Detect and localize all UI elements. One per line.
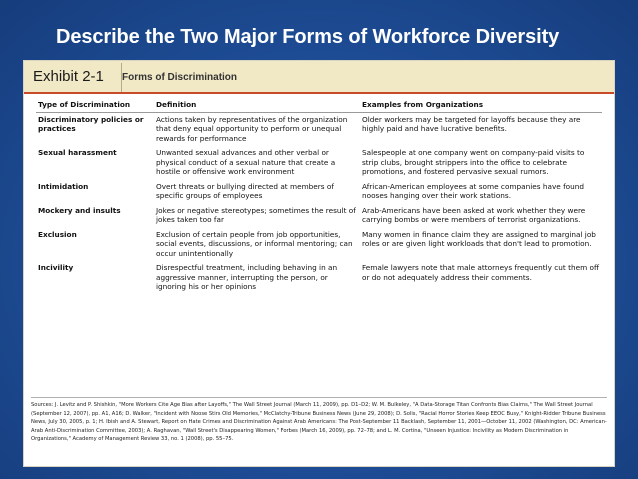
definition-cell: Exclusion of certain people from job opportunities, social events, discussions, or informal mentoring; can occur unintentionally — [156, 229, 353, 258]
exhibit-title: Forms of Discrimination — [122, 72, 238, 83]
definition-cell: Unwanted sexual advances and other verbal or physical conduct of a sexual nature that create a hostile or offensive work environment — [156, 148, 336, 176]
slide-title: Describe the Two Major Forms of Workforce Diversity — [56, 26, 560, 48]
type-cell: Sexual harassment — [38, 148, 117, 157]
example-cell: Many women in finance claim they are assigned to marginal job roles or are given light workloads that don't lead to promotion. — [362, 229, 596, 248]
example-cell: Older workers may be targeted for layoffs because they are highly paid and have lucrative benefits. — [362, 114, 581, 133]
table-row — [36, 228, 602, 262]
definition-cell: Actions taken by representatives of the organization that deny equal opportunity to perform or unequal rewards for performance — [156, 114, 348, 143]
discrimination-table — [36, 98, 602, 295]
table-row — [36, 204, 602, 228]
exhibit-number: Exhibit 2-1 — [33, 68, 104, 85]
table-row — [36, 261, 602, 295]
example-cell: Arab-Americans have been asked at work whether they were carrying bombs or were members of terrorist organizations. — [362, 205, 586, 224]
table-row — [36, 146, 602, 180]
type-cell: Intimidation — [38, 181, 89, 191]
example-cell: Salespeople at one company went on company-paid visits to strip clubs, brought strippers into the office to celebrate promotions, and fostered pervasive sexual rumors. — [362, 148, 585, 176]
sources-note: Sources: J. Levitz and P. Shishkin, "More Workers Cite Age Bias after Layoffs," The Wall Street Journal (March 11, 2009), pp. D1–D2; W. M. Bulkeley, "A Data-Storage Titan Confronts Bias Claims," The Wall Street Journal (September 12, 2007), pp. A1, A16; D. Walker, "Incident with Noose Stirs Old Memories," McClatchy-Tribune Business News (June 29, 2008); D. Solis, "Racial Horror Stories Keep EEOC Busy," Knight-Ridder Tribune Business News, July 30, 2005, p. 1; H. Ibish and A. Stewart, Report on Hate Crimes and Discrimination Against Arab Americans: The Post-September 11 Backlash, September 11, 2001—October 11, 2002 (Washington, DC: American-Arab Anti-Discrimination Committee, 2003); A. Raghavan, "Wall Street's Disappearing Women," Forbes (March 16, 2009), pp. 72–78; and L. M. Cortina, "Unseen Injustice: Incivility as Modern Discrimination in Organizations," Academy of Management Review 33, no. 1 (2008), pp. 55–75. — [31, 397, 607, 444]
definition-cell: Overt threats or bullying directed at members of specific groups of employees — [156, 181, 334, 200]
example-cell: African-American employees at some companies have found nooses hanging over their work stations. — [362, 181, 585, 200]
type-cell: Mockery and insults — [38, 205, 121, 215]
column-header-type: Type of Discrimination — [36, 98, 154, 112]
table-row — [36, 112, 602, 146]
type-cell: Exclusion — [38, 229, 77, 239]
exhibit-panel — [23, 60, 615, 467]
exhibit-header — [24, 61, 614, 94]
definition-cell: Disrespectful treatment, including behaving in an aggressive manner, interrupting the person, or ignoring his or her opinions — [156, 263, 338, 291]
definition-cell: Jokes or negative stereotypes; sometimes the result of jokes taken too far — [156, 205, 356, 224]
type-cell: Discriminatory policies or practices — [38, 114, 144, 133]
table-header-row — [36, 98, 602, 112]
example-cell: Female lawyers note that male attorneys frequently cut them off or do not adequately address their comments. — [362, 263, 599, 282]
table-row — [36, 180, 602, 204]
column-header-examples: Examples from Organizations — [360, 98, 602, 112]
column-header-definition: Definition — [154, 98, 360, 112]
type-cell: Incivility — [38, 263, 74, 272]
